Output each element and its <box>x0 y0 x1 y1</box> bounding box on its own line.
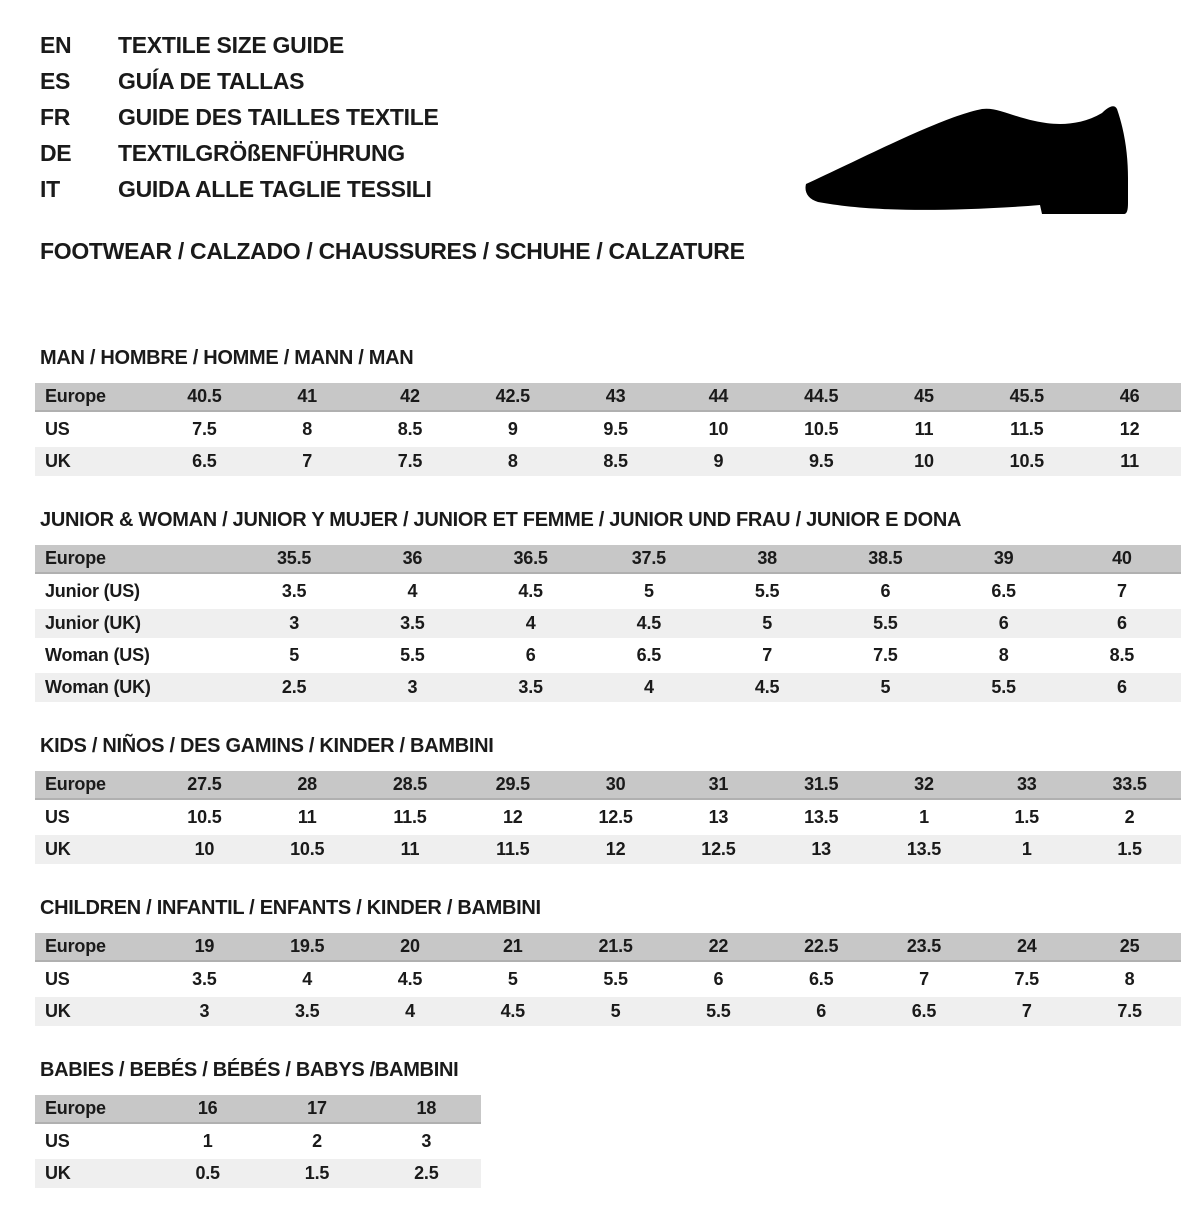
row-label: Woman (UK) <box>35 673 235 702</box>
size-value: 1 <box>153 1127 262 1156</box>
size-value: 5.5 <box>353 641 471 670</box>
size-value: 4.5 <box>708 673 826 702</box>
size-table-jw <box>35 542 1181 705</box>
size-value: 33.5 <box>1078 771 1181 800</box>
size-value: 41 <box>256 383 359 412</box>
section-title-jw: JUNIOR & WOMAN / JUNIOR Y MUJER / JUNIOR ET FEMME / JUNIOR UND FRAU / JUNIOR E DONA <box>40 509 962 531</box>
row-label: UK <box>35 997 153 1026</box>
row-label: Europe <box>35 383 153 412</box>
size-value: 19 <box>153 933 256 962</box>
size-value: 8.5 <box>564 447 667 476</box>
size-value: 40.5 <box>153 383 256 412</box>
size-value: 11 <box>873 415 976 444</box>
size-value: 16 <box>153 1095 262 1124</box>
language-title: TEXTILE SIZE GUIDE <box>118 32 344 58</box>
size-value: 45 <box>873 383 976 412</box>
size-value: 17 <box>262 1095 371 1124</box>
size-value: 32 <box>873 771 976 800</box>
size-value: 10.5 <box>256 835 359 864</box>
size-value: 4 <box>353 577 471 606</box>
row-label: Europe <box>35 1095 153 1124</box>
size-value: 5.5 <box>564 965 667 994</box>
row-label: US <box>35 1127 153 1156</box>
size-value: 3.5 <box>235 577 353 606</box>
size-value: 8.5 <box>359 415 462 444</box>
section-title-children: CHILDREN / INFANTIL / ENFANTS / KINDER / BAMBINI <box>40 897 541 919</box>
size-value: 18 <box>372 1095 481 1124</box>
size-value: 6 <box>945 609 1063 638</box>
size-value: 1.5 <box>262 1159 371 1188</box>
row-label: Woman (US) <box>35 641 235 670</box>
size-value: 11.5 <box>975 415 1078 444</box>
size-value: 11.5 <box>461 835 564 864</box>
size-value: 13.5 <box>770 803 873 832</box>
size-value: 10 <box>667 415 770 444</box>
size-value: 33 <box>975 771 1078 800</box>
size-value: 4.5 <box>472 577 590 606</box>
language-title: GUIDE DES TAILLES TEXTILE <box>118 104 439 130</box>
size-value: 5.5 <box>826 609 944 638</box>
size-value: 3 <box>235 609 353 638</box>
size-value: 38 <box>708 545 826 574</box>
size-value: 10.5 <box>975 447 1078 476</box>
language-title: TEXTILGRÖßENFÜHRUNG <box>118 140 405 166</box>
size-value: 12 <box>564 835 667 864</box>
size-value: 6.5 <box>873 997 976 1026</box>
size-value: 4 <box>256 965 359 994</box>
table-row <box>35 673 1181 702</box>
size-value: 6 <box>472 641 590 670</box>
table-row <box>35 1159 481 1188</box>
section-title-babies: BABIES / BEBÉS / BÉBÉS / BABYS /BAMBINI <box>40 1059 459 1081</box>
size-value: 44 <box>667 383 770 412</box>
size-value: 25 <box>1078 933 1181 962</box>
row-label: UK <box>35 835 153 864</box>
size-value: 8 <box>256 415 359 444</box>
size-value: 22 <box>667 933 770 962</box>
size-value: 3 <box>153 997 256 1026</box>
row-label: Europe <box>35 933 153 962</box>
size-value: 21.5 <box>564 933 667 962</box>
size-value: 7 <box>1063 577 1181 606</box>
dress-shoe-icon <box>805 104 1142 216</box>
table-row <box>35 609 1181 638</box>
size-value: 7.5 <box>1078 997 1181 1026</box>
table-row <box>35 997 1181 1026</box>
size-value: 37.5 <box>590 545 708 574</box>
size-value: 5 <box>564 997 667 1026</box>
size-value: 12 <box>1078 415 1181 444</box>
size-value: 38.5 <box>826 545 944 574</box>
size-value: 4 <box>472 609 590 638</box>
table-row <box>35 835 1181 864</box>
size-value: 5 <box>590 577 708 606</box>
table-row <box>35 577 1181 606</box>
size-table-section-kids <box>35 735 1180 867</box>
size-value: 10 <box>153 835 256 864</box>
size-table-section-jw <box>35 509 1180 705</box>
size-value: 11 <box>256 803 359 832</box>
size-value: 23.5 <box>873 933 976 962</box>
size-table-section-man <box>35 347 1180 479</box>
size-value: 11 <box>1078 447 1181 476</box>
size-value: 28.5 <box>359 771 462 800</box>
size-value: 30 <box>564 771 667 800</box>
size-value: 9.5 <box>770 447 873 476</box>
size-value: 2.5 <box>235 673 353 702</box>
size-value: 6.5 <box>770 965 873 994</box>
table-row <box>35 1095 481 1124</box>
language-code: EN <box>40 32 72 58</box>
size-value: 7.5 <box>153 415 256 444</box>
size-value: 10 <box>873 447 976 476</box>
size-value: 40 <box>1063 545 1181 574</box>
size-value: 5 <box>235 641 353 670</box>
size-table-kids <box>35 768 1181 867</box>
size-value: 7.5 <box>975 965 1078 994</box>
size-value: 6 <box>770 997 873 1026</box>
row-label: US <box>35 415 153 444</box>
size-value: 6 <box>1063 673 1181 702</box>
size-value: 1.5 <box>1078 835 1181 864</box>
size-table-section-babies <box>35 1059 1180 1191</box>
size-value: 8.5 <box>1063 641 1181 670</box>
size-value: 42 <box>359 383 462 412</box>
table-row <box>35 1127 481 1156</box>
size-value: 45.5 <box>975 383 1078 412</box>
size-value: 10.5 <box>153 803 256 832</box>
size-value: 3.5 <box>353 609 471 638</box>
row-label: Europe <box>35 771 153 800</box>
category-line: FOOTWEAR / CALZADO / CHAUSSURES / SCHUHE / CALZATURE <box>40 238 745 264</box>
table-row <box>35 415 1181 444</box>
language-title: GUIDA ALLE TAGLIE TESSILI <box>118 176 432 202</box>
size-value: 28 <box>256 771 359 800</box>
row-label: US <box>35 965 153 994</box>
size-value: 3.5 <box>256 997 359 1026</box>
language-code: ES <box>40 68 71 94</box>
size-value: 9 <box>461 415 564 444</box>
size-value: 8 <box>461 447 564 476</box>
size-table-man <box>35 380 1181 479</box>
size-value: 8 <box>1078 965 1181 994</box>
size-value: 46 <box>1078 383 1181 412</box>
size-value: 7 <box>975 997 1078 1026</box>
size-value: 6 <box>826 577 944 606</box>
size-value: 7 <box>708 641 826 670</box>
row-label: UK <box>35 1159 153 1188</box>
row-label: US <box>35 803 153 832</box>
size-value: 3 <box>372 1127 481 1156</box>
size-value: 3 <box>353 673 471 702</box>
size-value: 13.5 <box>873 835 976 864</box>
size-value: 6.5 <box>590 641 708 670</box>
language-row <box>40 32 1200 68</box>
size-value: 27.5 <box>153 771 256 800</box>
size-value: 6.5 <box>945 577 1063 606</box>
size-value: 5.5 <box>667 997 770 1026</box>
size-value: 7.5 <box>826 641 944 670</box>
table-row <box>35 383 1181 412</box>
size-value: 29.5 <box>461 771 564 800</box>
size-value: 31 <box>667 771 770 800</box>
size-value: 2.5 <box>372 1159 481 1188</box>
size-value: 3.5 <box>472 673 590 702</box>
size-value: 36 <box>353 545 471 574</box>
size-value: 6.5 <box>153 447 256 476</box>
size-table-section-children <box>35 897 1180 1029</box>
language-code: DE <box>40 140 72 166</box>
table-row <box>35 803 1181 832</box>
size-value: 22.5 <box>770 933 873 962</box>
size-table-babies <box>35 1092 481 1191</box>
size-value: 11 <box>359 835 462 864</box>
size-value: 4 <box>359 997 462 1026</box>
size-value: 4.5 <box>461 997 564 1026</box>
language-code: IT <box>40 176 60 202</box>
size-value: 24 <box>975 933 1078 962</box>
size-value: 1 <box>873 803 976 832</box>
size-value: 39 <box>945 545 1063 574</box>
language-row <box>40 68 1200 104</box>
size-value: 19.5 <box>256 933 359 962</box>
size-value: 12.5 <box>667 835 770 864</box>
size-tables <box>35 347 1180 1191</box>
size-value: 5 <box>826 673 944 702</box>
size-value: 6 <box>667 965 770 994</box>
table-row <box>35 965 1181 994</box>
size-value: 5 <box>461 965 564 994</box>
row-label: Europe <box>35 545 235 574</box>
size-value: 4.5 <box>590 609 708 638</box>
size-value: 1 <box>975 835 1078 864</box>
table-row <box>35 641 1181 670</box>
size-value: 43 <box>564 383 667 412</box>
table-row <box>35 447 1181 476</box>
row-label: UK <box>35 447 153 476</box>
size-value: 2 <box>1078 803 1181 832</box>
row-label: Junior (US) <box>35 577 235 606</box>
size-value: 42.5 <box>461 383 564 412</box>
table-row <box>35 933 1181 962</box>
size-value: 21 <box>461 933 564 962</box>
size-value: 10.5 <box>770 415 873 444</box>
size-value: 5.5 <box>945 673 1063 702</box>
section-title-kids: KIDS / NIÑOS / DES GAMINS / KINDER / BAMBINI <box>40 735 494 757</box>
section-title-man: MAN / HOMBRE / HOMME / MANN / MAN <box>40 347 414 369</box>
size-value: 8 <box>945 641 1063 670</box>
size-value: 6 <box>1063 609 1181 638</box>
size-value: 44.5 <box>770 383 873 412</box>
size-value: 7 <box>873 965 976 994</box>
table-row <box>35 545 1181 574</box>
size-value: 5 <box>708 609 826 638</box>
size-value: 5.5 <box>708 577 826 606</box>
size-value: 12 <box>461 803 564 832</box>
size-value: 11.5 <box>359 803 462 832</box>
table-row <box>35 771 1181 800</box>
size-value: 7.5 <box>359 447 462 476</box>
language-code: FR <box>40 104 71 130</box>
row-label: Junior (UK) <box>35 609 235 638</box>
size-value: 36.5 <box>472 545 590 574</box>
size-value: 13 <box>667 803 770 832</box>
size-value: 7 <box>256 447 359 476</box>
language-title: GUÍA DE TALLAS <box>118 68 305 94</box>
size-table-children <box>35 930 1181 1029</box>
size-value: 1.5 <box>975 803 1078 832</box>
size-value: 20 <box>359 933 462 962</box>
size-value: 4.5 <box>359 965 462 994</box>
size-value: 0.5 <box>153 1159 262 1188</box>
size-value: 12.5 <box>564 803 667 832</box>
size-value: 3.5 <box>153 965 256 994</box>
size-value: 2 <box>262 1127 371 1156</box>
size-value: 13 <box>770 835 873 864</box>
size-value: 4 <box>590 673 708 702</box>
size-value: 9.5 <box>564 415 667 444</box>
size-value: 9 <box>667 447 770 476</box>
size-value: 31.5 <box>770 771 873 800</box>
size-value: 35.5 <box>235 545 353 574</box>
